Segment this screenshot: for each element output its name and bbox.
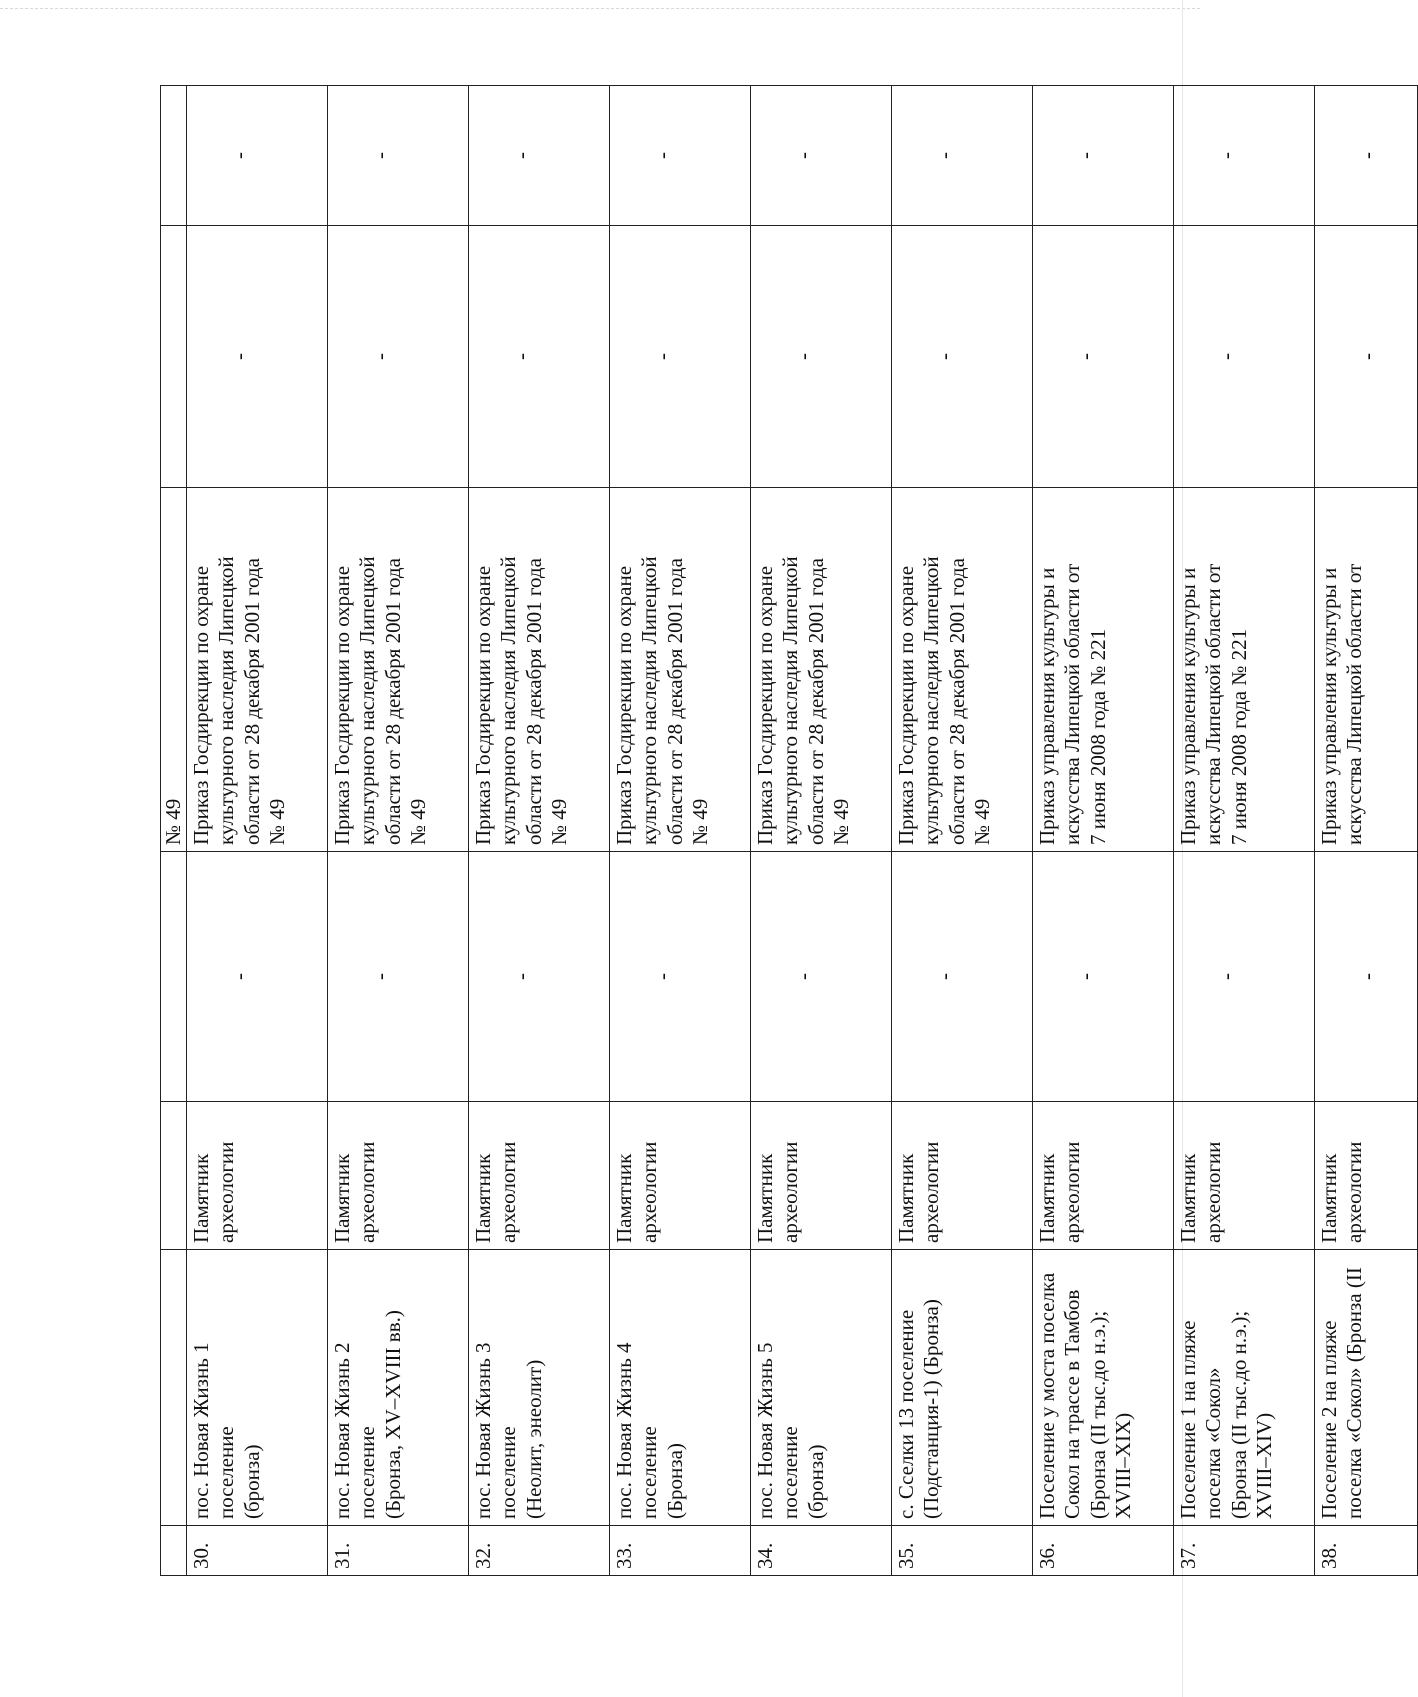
- cell-line: области от 28 декабря 2001 года: [803, 558, 828, 845]
- cell-line: археологии: [496, 1141, 521, 1243]
- rotated-table-container: [160, 86, 1380, 1576]
- table-row-continuation: [161, 86, 187, 1576]
- cell-line: (Бронза (II тыс.до н.э.);: [1085, 1310, 1110, 1519]
- cell-line: Поселение у моста поселка: [1035, 1272, 1060, 1519]
- cell-col6: -: [469, 226, 610, 488]
- cell-line: пос. Новая Жизнь 4: [612, 1342, 637, 1519]
- cell-line: археологии: [919, 1141, 944, 1243]
- cell-line: пос. Новая Жизнь 2: [330, 1342, 355, 1519]
- cell-line: Памятник: [753, 1153, 778, 1243]
- cell-line: № 49: [969, 798, 994, 845]
- cell-type: [1315, 1102, 1418, 1250]
- cell-line: (бронза): [803, 1444, 828, 1519]
- cell-line: искусства Липецкой области от: [1342, 563, 1367, 845]
- cell-col4: [161, 852, 187, 1102]
- cell-col7: -: [610, 86, 751, 226]
- cell-type: [469, 1102, 610, 1250]
- cell-col4: -: [469, 852, 610, 1102]
- cell-line: поселка «Сокол» (Бронза (II: [1342, 1267, 1367, 1519]
- cell-col6: -: [328, 226, 469, 488]
- table-row: [328, 86, 469, 1576]
- cell-type: [892, 1102, 1033, 1250]
- cell-col4: -: [610, 852, 751, 1102]
- table-row: [751, 86, 892, 1576]
- cell-document: [892, 488, 1033, 852]
- cell-document: [751, 488, 892, 852]
- cell-col6: -: [1315, 226, 1418, 488]
- cell-line: Приказ Госдирекции по охране: [612, 565, 637, 845]
- cell-line: Памятник: [612, 1153, 637, 1243]
- table-row: [610, 86, 751, 1576]
- table-body: [161, 86, 1418, 1576]
- cell-line: Приказ управления культуры и: [1317, 567, 1342, 845]
- cell-line: поселение: [355, 1426, 380, 1519]
- cell-name: [187, 1250, 328, 1526]
- cell-document: № 49: [161, 488, 187, 852]
- cell-line: археологии: [1342, 1141, 1367, 1243]
- cell-line: культурного наследия Липецкой: [778, 556, 803, 845]
- cell-col6: -: [1174, 226, 1315, 488]
- cell-col4: -: [328, 852, 469, 1102]
- table-row: [1033, 86, 1174, 1576]
- cell-name: [1315, 1250, 1418, 1526]
- cell-col7: -: [187, 86, 328, 226]
- cell-line: (Бронза, XV–XVIII вв.): [380, 1310, 405, 1519]
- cell-line: пос. Новая Жизнь 3: [471, 1342, 496, 1519]
- cell-num: 31.: [328, 1526, 469, 1576]
- cell-line: XVIII–XIV): [1251, 1412, 1276, 1519]
- table-row: [1174, 86, 1315, 1576]
- cell-line: 7 июня 2008 года № 221: [1226, 628, 1251, 845]
- cell-line: (бронза): [239, 1444, 264, 1519]
- cell-document: [1033, 488, 1174, 852]
- cell-name: [1033, 1250, 1174, 1526]
- cell-line: археологии: [1201, 1141, 1226, 1243]
- cell-col4: -: [1174, 852, 1315, 1102]
- cell-col7: -: [328, 86, 469, 226]
- cell-line: области от 28 декабря 2001 года: [521, 558, 546, 845]
- cell-line: Приказ управления культуры и: [1035, 567, 1060, 845]
- cell-document: [1315, 488, 1418, 852]
- cell-name: [751, 1250, 892, 1526]
- scan-top-edge: [0, 8, 1200, 9]
- cell-line: искусства Липецкой области от: [1060, 563, 1085, 845]
- cell-num: 35.: [892, 1526, 1033, 1576]
- cell-num: 33.: [610, 1526, 751, 1576]
- cell-type: [328, 1102, 469, 1250]
- cell-line: культурного наследия Липецкой: [919, 556, 944, 845]
- cell-num: 30.: [187, 1526, 328, 1576]
- cell-document: [187, 488, 328, 852]
- cell-line: искусства Липецкой области от: [1201, 563, 1226, 845]
- cell-num: [161, 1526, 187, 1576]
- cell-line: 7 июня 2008 года № 221: [1085, 628, 1110, 845]
- cell-line: Поселение 1 на пляже: [1176, 1320, 1201, 1519]
- cell-col4: -: [892, 852, 1033, 1102]
- table-row: [469, 86, 610, 1576]
- cell-line: культурного наследия Липецкой: [496, 556, 521, 845]
- cell-num: 36.: [1033, 1526, 1174, 1576]
- cell-line: поселение: [637, 1426, 662, 1519]
- cell-col6: -: [610, 226, 751, 488]
- cell-name: [328, 1250, 469, 1526]
- cell-line: области от 28 декабря 2001 года: [944, 558, 969, 845]
- cell-line: Памятник: [1035, 1153, 1060, 1243]
- cell-num: 34.: [751, 1526, 892, 1576]
- cell-line: области от 28 декабря 2001 года: [239, 558, 264, 845]
- cell-line: № 49: [264, 798, 289, 845]
- cell-line: археологии: [637, 1141, 662, 1243]
- cell-line: № 49: [687, 798, 712, 845]
- cell-line: Сокол на трассе в Тамбов: [1060, 1289, 1085, 1519]
- cell-line: (Неолит, энеолит): [521, 1359, 546, 1519]
- cell-line: (Бронза): [662, 1443, 687, 1519]
- cell-line: Памятник: [1317, 1153, 1342, 1243]
- cell-type: [1174, 1102, 1315, 1250]
- cell-line: пос. Новая Жизнь 1: [189, 1342, 214, 1519]
- cell-line: Памятник: [894, 1153, 919, 1243]
- cell-line: Памятник: [471, 1153, 496, 1243]
- cell-line: поселение: [214, 1426, 239, 1519]
- cell-line: поселка «Сокол»: [1201, 1367, 1226, 1519]
- cell-line: Памятник: [330, 1153, 355, 1243]
- cell-document: [610, 488, 751, 852]
- cell-num: 32.: [469, 1526, 610, 1576]
- cell-line: № 49: [405, 798, 430, 845]
- cell-name: [469, 1250, 610, 1526]
- cell-line: Приказ Госдирекции по охране: [753, 565, 778, 845]
- cell-line: культурного наследия Липецкой: [637, 556, 662, 845]
- cell-line: археологии: [1060, 1141, 1085, 1243]
- cell-line: археологии: [214, 1141, 239, 1243]
- cell-line: (Бронза (II тыс.до н.э.);: [1226, 1310, 1251, 1519]
- cell-name: [161, 1250, 187, 1526]
- cell-line: Приказ управления культуры и: [1176, 567, 1201, 845]
- cell-line: Приказ Госдирекции по охране: [894, 565, 919, 845]
- cell-col7: [161, 86, 187, 226]
- cell-line: с. Сселки 13 поселение: [894, 1309, 919, 1519]
- cell-line: Памятник: [189, 1153, 214, 1243]
- table-row: [1315, 86, 1418, 1576]
- cell-col7: -: [1033, 86, 1174, 226]
- cell-name: [610, 1250, 751, 1526]
- cell-col7: -: [751, 86, 892, 226]
- heritage-objects-table: [160, 85, 1418, 1576]
- cell-col4: -: [1033, 852, 1174, 1102]
- cell-type: [1033, 1102, 1174, 1250]
- cell-line: археологии: [355, 1141, 380, 1243]
- cell-col4: -: [187, 852, 328, 1102]
- cell-col6: -: [187, 226, 328, 488]
- cell-document: [469, 488, 610, 852]
- cell-line: поселение: [778, 1426, 803, 1519]
- cell-line: области от 28 декабря 2001 года: [380, 558, 405, 845]
- cell-line: (Подстанция-1) (Бронза): [919, 1299, 944, 1519]
- cell-name: [892, 1250, 1033, 1526]
- cell-col7: -: [469, 86, 610, 226]
- cell-document: [328, 488, 469, 852]
- cell-col4: -: [1315, 852, 1418, 1102]
- cell-line: XVIII–XIX): [1110, 1412, 1135, 1519]
- cell-type: [161, 1102, 187, 1250]
- cell-col6: -: [751, 226, 892, 488]
- cell-line: культурного наследия Липецкой: [355, 556, 380, 845]
- cell-line: пос. Новая Жизнь 5: [753, 1342, 778, 1519]
- cell-line: Приказ Госдирекции по охране: [330, 565, 355, 845]
- cell-num: 38.: [1315, 1526, 1418, 1576]
- cell-line: № 49: [546, 798, 571, 845]
- cell-col6: [161, 226, 187, 488]
- cell-col6: -: [1033, 226, 1174, 488]
- cell-line: поселение: [496, 1426, 521, 1519]
- cell-col7: -: [1315, 86, 1418, 226]
- cell-num: 37.: [1174, 1526, 1315, 1576]
- table-row: [892, 86, 1033, 1576]
- cell-line: Приказ Госдирекции по охране: [471, 565, 496, 845]
- cell-line: культурного наследия Липецкой: [214, 556, 239, 845]
- cell-type: [187, 1102, 328, 1250]
- cell-type: [751, 1102, 892, 1250]
- cell-line: археологии: [778, 1141, 803, 1243]
- cell-line: Памятник: [1176, 1153, 1201, 1243]
- cell-document: [1174, 488, 1315, 852]
- cell-col7: -: [1174, 86, 1315, 226]
- cell-name: [1174, 1250, 1315, 1526]
- cell-col7: -: [892, 86, 1033, 226]
- cell-line: № 49: [828, 798, 853, 845]
- cell-line: области от 28 декабря 2001 года: [662, 558, 687, 845]
- cell-line: Приказ Госдирекции по охране: [189, 565, 214, 845]
- cell-col4: -: [751, 852, 892, 1102]
- cell-type: [610, 1102, 751, 1250]
- table-row: [187, 86, 328, 1576]
- cell-line: Поселение 2 на пляже: [1317, 1320, 1342, 1519]
- cell-col6: -: [892, 226, 1033, 488]
